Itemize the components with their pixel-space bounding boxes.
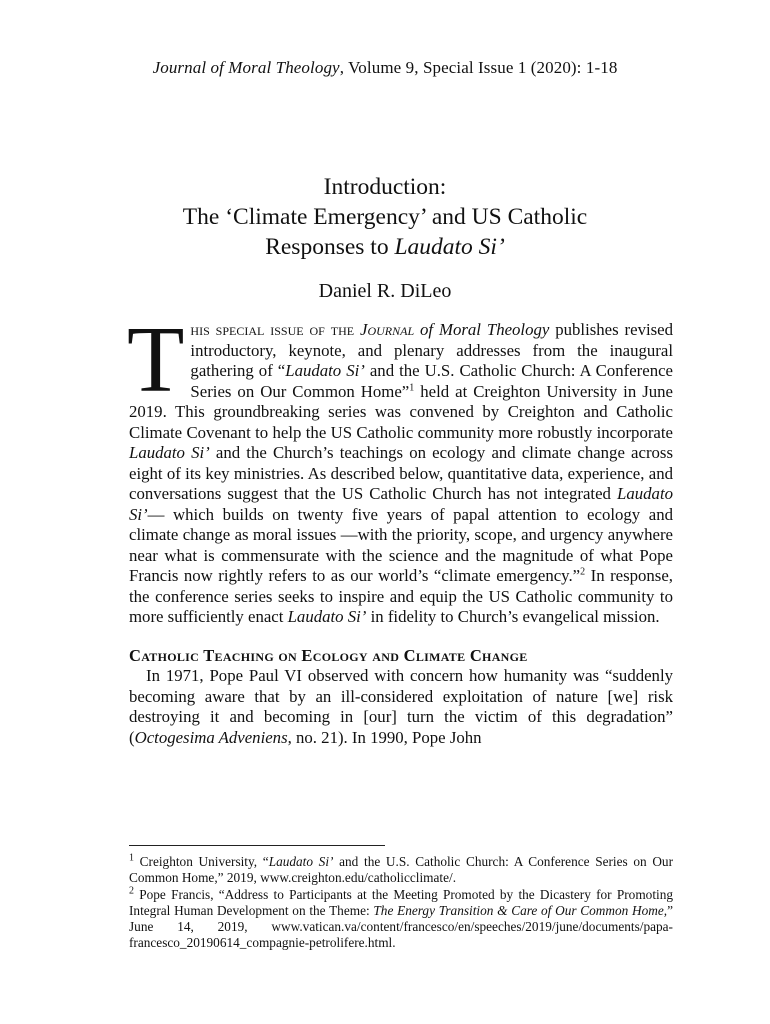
footnote-2-text-b[interactable]: ” June 14, 2019, www.vatican.va/content/francesco/en/speeches/2019/june/documents/papa-francesco_20190614_compagnie-petrolifere.html. [129,902,673,951]
intro-text-1: publishes revised introductory, keynote, and plenary addresses from the inaugural gathering of “ [190,320,674,380]
article-title [0,172,770,262]
section-text-2: , no. 21). In 1990, Pope John [287,727,482,747]
footnotes [129,854,673,952]
title-line-1: Introduction: [323,174,447,200]
footnote-1-text-a: Creighton University, “ [134,854,269,869]
drop-cap: T [127,308,185,412]
intro-text-5: — which builds on twenty five years of papal attention to ecology and climate change as moral issues —with the priority, scope, and urgency anywhere near what is commensurate with the science and the magnitude of what Pope Francis now rightly refers to as our world’s “climate emergency.” [129,504,673,585]
footnote-rule [129,845,385,846]
section-heading: Catholic Teaching on Ecology and Climate Change [129,645,528,665]
footnote-2-number: 2 [129,885,134,897]
footnote-2 [129,887,673,952]
intro-text-2: and the U.S. Catholic Church: A Conference Series on Our Common Home” [190,361,673,401]
intro-text-6: In response, the conference series seeks to inspire and equip the US Catholic community to more sufficiently enact [129,566,673,626]
section-italic: Octogesima Adveniens [134,727,288,747]
journal-issue-info: , Volume 9, Special Issue 1 (2020): 1-18 [339,58,618,77]
title-line-3 [0,232,770,262]
footnote-ref-2[interactable]: 2 [580,566,586,578]
footnote-ref-1[interactable]: 1 [409,381,415,393]
running-header [0,58,770,78]
footnote-1 [129,854,673,887]
title-line-3-text: Responses to [265,234,395,260]
intro-text-7: in fidelity to Church’s evangelical mission. [366,607,660,626]
intro-italic-2: Laudato Si’ [129,443,210,462]
intro-italic-4: Laudato Si’ [287,607,367,626]
intro-journal-rest: of Moral Theology [414,320,550,339]
section-paragraph [129,666,673,748]
footnote-1-number: 1 [129,852,134,864]
intro-smallcaps: his special issue of the [190,320,360,339]
intro-text-3: held at Creighton University in June 2019. This groundbreaking series was convened by Creighton and Catholic Climate Covenant to help the US Catholic community more robustly incorporate [129,381,673,442]
intro-journal-sc: Journal [360,320,415,339]
footnote-2-text-a: Pope Francis, “Address to Participants at the Meeting Promoted by the Dicastery for Promoting Integral Human Development on the Theme: [129,886,673,918]
title-line-3-italic: Laudato Si’ [394,234,505,260]
title-line-2: The ‘Climate Emergency’ and US Catholic [182,204,588,230]
intro-italic-1: Laudato Si’ [285,361,365,380]
footnote-1-text-b[interactable]: and the U.S. Catholic Church: A Conference Series on Our Common Home,” 2019, www.creighton.edu/catholicclimate/. [129,854,674,886]
article-body [127,308,674,748]
journal-name: Journal of Moral Theology [152,58,340,77]
footnote-2-italic: The Energy Transition & Care of Our Common Home, [373,902,668,918]
intro-italic-3: Laudato Si’ [129,484,673,524]
author-name: Daniel R. DiLeo [318,280,452,302]
footnote-1-italic: Laudato Si’ [268,854,334,869]
section-text-1: In 1971, Pope Paul VI observed with concern how humanity was “suddenly becoming aware that by an ill-considered exploitation of nature [we] risk destroying it and becoming in [our] turn the victim of this degradation” ( [129,666,673,747]
intro-text-4: and the Church’s teachings on ecology and climate change across eight of its key ministries. As described below, quantitative data, experience, and conversations suggest that the US Catholic Church has not integrated [129,443,673,503]
intro-paragraph [127,308,674,628]
